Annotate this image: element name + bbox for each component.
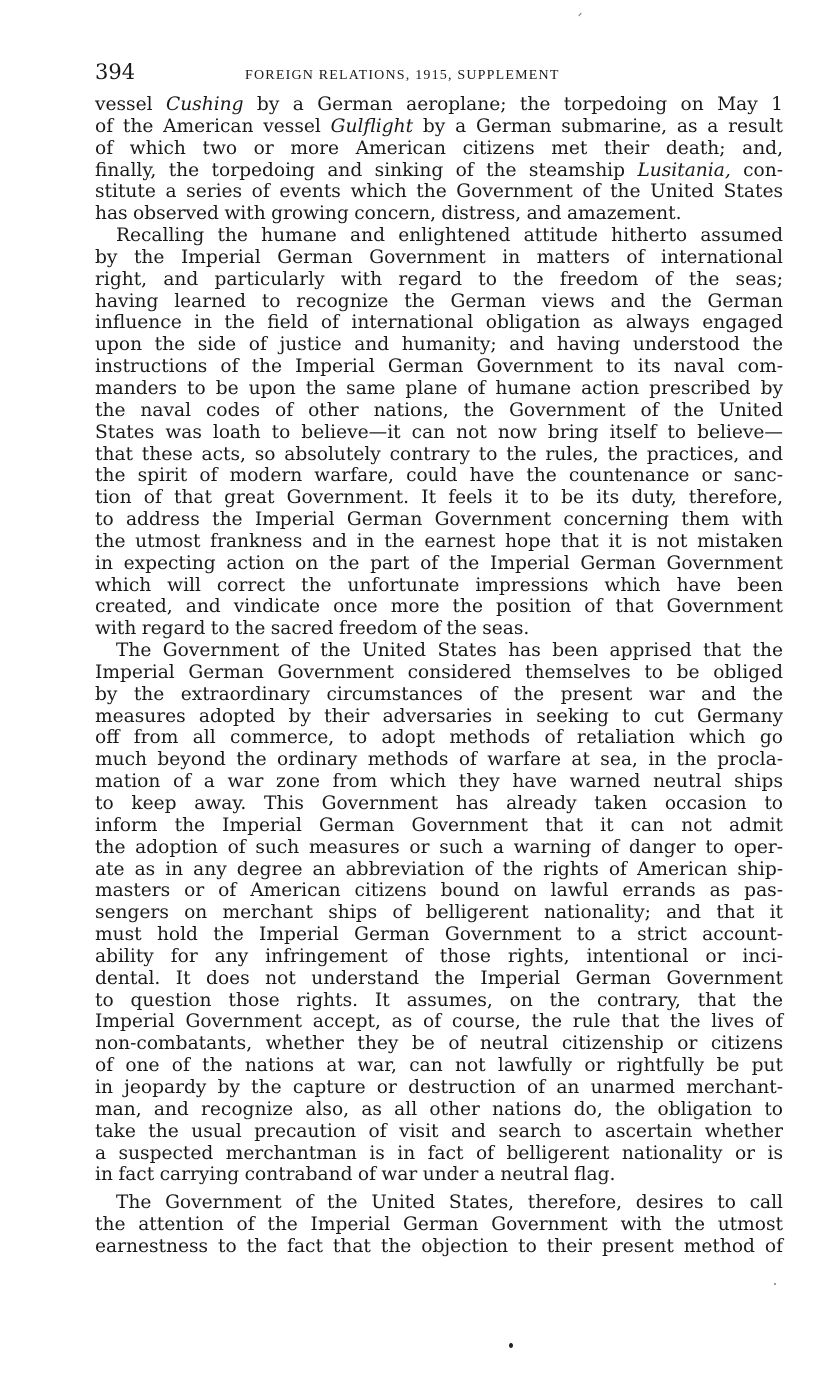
text-line: manders to be upon the same plane of humane action prescribed by [95,377,783,399]
text-line: earnestness to the fact that the objection to their present method of [95,1235,783,1257]
text-line: measures adopted by their adversaries in seeking to cut Germany [95,705,783,727]
text-line: right, and particularly with regard to the freedom of the seas; [95,268,783,290]
text-line: sengers on merchant ships of belligerent nationality; and that it [95,902,783,924]
text-run: finally, the torpedoing and sinking of the steamship [95,159,638,181]
text-line: to keep away. This Government has already taken occasion to [95,793,783,814]
text-line: dental. It does not understand the Imperial German Government [95,967,783,989]
paragraph-4 [95,1192,783,1258]
text-line: The Government of the United States has been apprised that the [116,640,783,662]
text-run: con- [730,159,783,181]
text-line: by the extraordinary circumstances of the present war and the [95,683,783,705]
text-line: man, and recognize also, as all other nations do, the obligation to [95,1098,783,1120]
text-line: created, and vindicate once more the position of that Government [95,596,783,618]
text-line: in fact carrying contraband of war under a neutral flag. [95,1164,616,1186]
text-line: has observed with growing concern, distress, and amazement. [95,203,682,225]
text-line: with regard to the sacred freedom of the seas. [95,618,530,640]
ship-name: Gulflight [330,115,414,137]
text-line: Recalling the humane and enlightened attitude hitherto assumed [116,225,783,247]
text-line: tion of that great Government. It feels it to be its duty, therefore, [95,487,783,509]
text-line: the spirit of modern warfare, could have the countenance or sanc- [95,465,783,487]
text-line [95,160,783,182]
paragraph-1 [95,94,783,225]
scan-mark [578,13,581,17]
text-line: to question those rights. It assumes, on the contrary, that the [95,989,783,1011]
text-line: the naval codes of other nations, the Government of the United [95,399,783,421]
text-line: much beyond the ordinary methods of warfare at sea, in the procla- [95,749,783,771]
text-line: upon the side of justice and humanity; and having understood the [95,334,783,356]
text-line: in expecting action on the part of the Imperial German Government [95,552,783,574]
document-page [95,60,783,1258]
text-line: by the Imperial German Government in matters of international [95,246,783,268]
text-line [95,94,783,116]
paragraph-2 [95,225,783,640]
text-line: of one of the nations at war, can not lawfully or rightfully be put [95,1055,783,1077]
text-line: that these acts, so absolutely contrary to the rules, the practices, and [95,443,783,465]
text-line: States was loath to believe—it can not now bring itself to believe— [95,421,783,443]
text-line: the utmost frankness and in the earnest hope that it is not mistaken [95,530,783,552]
running-head-title: FOREIGN RELATIONS, 1915, SUPPLEMENT [245,68,560,83]
running-head [95,60,783,94]
page-number: 394 [95,60,136,84]
text-line: the attention of the Imperial German Government with the utmost [95,1214,783,1236]
text-line: mation of a war zone from which they have warned neutral ships [95,771,783,793]
text-line: instructions of the Imperial German Government to its naval com- [95,356,783,378]
text-run: by a German submarine, as a result [413,115,783,137]
page-dot [509,1343,513,1348]
text-line: Imperial Government accept, as of course, the rule that the lives of [95,1011,783,1033]
text-line: of which two or more American citizens met their death; and, [95,137,783,159]
ship-name: Lusitania, [637,159,731,181]
text-line: Imperial German Government considered themselves to be obliged [95,661,783,683]
text-line: the adoption of such measures or such a warning of danger to oper- [95,836,783,858]
text-line: influence in the field of international obligation as always engaged [95,312,783,334]
text-line: must hold the Imperial German Government to a strict account- [95,924,783,946]
text-line: stitute a series of events which the Government of the United States [95,181,783,203]
text-line: ability for any infringement of those rights, intentional or inci- [95,945,783,967]
text-line: off from all commerce, to adopt methods of retaliation which go [95,727,783,749]
text-line: to address the Imperial German Government concerning them with [95,509,783,531]
ship-name: Cushing [165,94,244,115]
text-line: take the usual precaution of visit and search to ascertain whether [95,1120,783,1142]
paragraph-3 [95,640,783,1186]
text-line: inform the Imperial German Government that it can not admit [95,814,783,836]
text-line: masters or of American citizens bound on lawful errands as pas- [95,880,783,902]
text-line: in jeopardy by the capture or destruction of an unarmed merchant- [95,1076,783,1098]
text-line: having learned to recognize the German views and the German [95,290,783,312]
text-run: of the American vessel [95,115,331,137]
text-line: ate as in any degree an abbreviation of the rights of American ship- [95,858,783,880]
text-run: vessel [95,94,166,115]
text-line: a suspected merchantman is in fact of belligerent nationality or is [95,1142,783,1164]
text-run: by a German aeroplane; the torpedoing on May 1 [243,94,784,115]
text-line: The Government of the United States, therefore, desires to call [116,1192,783,1214]
text-line: non-combatants, whether they be of neutral citizenship or citizens [95,1033,783,1055]
scan-mark [774,1283,776,1285]
text-line [95,116,783,138]
text-line: which will correct the unfortunate impressions which have been [95,574,783,596]
